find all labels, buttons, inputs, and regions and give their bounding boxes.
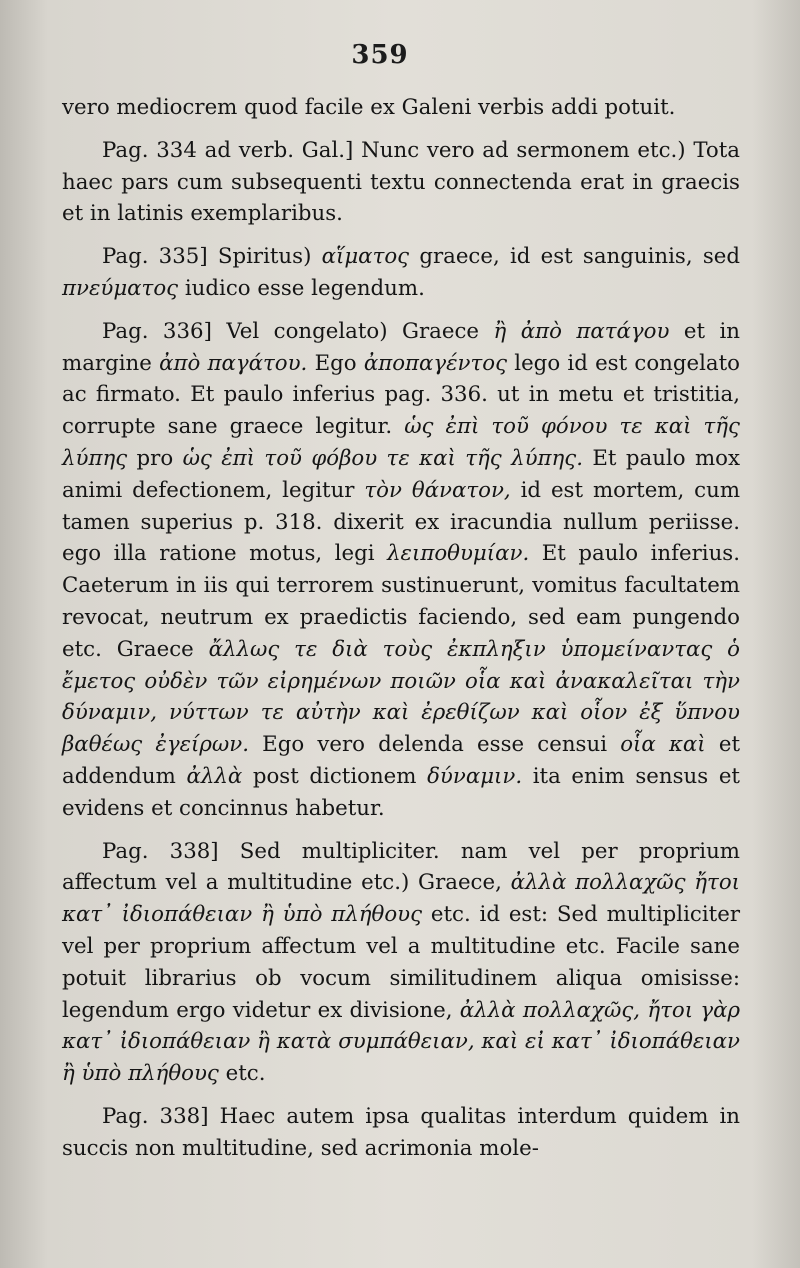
greek-text: πνεύματος xyxy=(62,275,179,301)
page-number: 359 xyxy=(351,40,409,70)
greek-text: οἷα καὶ xyxy=(620,732,706,758)
paragraph xyxy=(62,135,740,230)
greek-text: ἀλλὰ πολλαχῶς, ἤτοι γὰρ κατ᾽ ἰδιοπάθειαν ἢ κατὰ συμπάθειαν, καὶ εἰ κατ᾽ ἰδιοπάθειαν ἢ ὑπὸ πλήθους xyxy=(62,997,740,1087)
latin-text: post dictionem xyxy=(242,763,428,789)
latin-text: Pag. 338] Sed multipliciter. nam vel per proprium affectum vel a multitudine etc.) Graece, xyxy=(62,838,740,896)
paragraph xyxy=(62,92,740,124)
latin-text: Pag. 336] Vel congelato) Graece xyxy=(102,318,494,344)
paragraph xyxy=(62,316,740,825)
latin-text: lego id est congelato ac firmato. Et paulo inferius pag. 336. ut in metu et tristitia, corrupte sane graece legitur. xyxy=(62,350,740,440)
latin-text: Et paulo inferius. Caeterum in iis qui terrorem sustinuerunt, vomitus facultatem revocat, neutrum ex praedictis faciendo, sed eam pungendo etc. Graece xyxy=(62,541,740,662)
text-block xyxy=(62,92,740,1176)
latin-text: Pag. 334 ad verb. Gal.] Nunc vero ad sermonem etc.) Tota haec pars cum subsequenti textu connectenda erat in graecis et in latinis exemplaribus. xyxy=(62,137,740,227)
latin-text: etc. xyxy=(218,1061,266,1087)
latin-text: et in margine xyxy=(62,318,741,376)
paragraph xyxy=(62,241,740,305)
latin-text: ita enim sensus et evidens et concinnus habetur. xyxy=(62,763,740,821)
greek-text: ἀπὸ παγάτου. xyxy=(159,350,308,376)
latin-text: Pag. 338] Haec autem ipsa qualitas interdum quidem in succis non multitudine, sed acrimonia mole- xyxy=(62,1103,740,1161)
latin-text: Pag. 335] Spiritus) xyxy=(102,244,322,270)
greek-text: τὸν θάνατον, xyxy=(364,477,511,503)
latin-text: pro xyxy=(127,445,183,471)
latin-text: Ego vero delenda esse censui xyxy=(248,732,621,758)
latin-text: et addendum xyxy=(62,732,741,789)
greek-text: ἀλλὰ πολλαχῶς ἤτοι κατ᾽ ἰδιοπάθειαν ἢ ὑπὸ πλήθους xyxy=(62,870,741,928)
greek-text: δύναμιν. xyxy=(427,763,523,789)
latin-text: graece, id est sanguinis, sed xyxy=(409,244,740,270)
latin-text: vero mediocrem quod facile ex Galeni verbis addi potuit. xyxy=(62,95,676,120)
greek-text: ἢ ἀπὸ πατάγου xyxy=(493,318,670,344)
latin-text: iudico esse legendum. xyxy=(178,275,425,301)
paragraph xyxy=(62,1101,740,1165)
greek-text: ἀλλὰ xyxy=(186,763,243,789)
latin-text: etc. id est: Sed multipliciter vel per proprium affectum vel a multitudine etc. Facile sane potuit librarius ob vocum similitudinem aliqua omisisse: legendum ergo videtur ex divisione, xyxy=(62,902,741,1023)
greek-text: ὡς ἐπὶ τοῦ φόνου τε καὶ τῆς λύπης xyxy=(62,414,740,471)
latin-text: id est mortem, cum tamen superius p. 318. dixerit ex iracundia nullum periisse. ego illa ratione motus, legi xyxy=(62,477,741,567)
paragraph xyxy=(62,836,740,1090)
greek-text: ὡς ἐπὶ τοῦ φόβου τε καὶ τῆς λύπης. xyxy=(182,445,583,471)
greek-text: αἵματος xyxy=(321,244,410,270)
latin-text: Et paulo mox animi defectionem, legitur xyxy=(62,445,740,503)
greek-text: ἀποπαγέντος xyxy=(363,350,508,376)
latin-text: Ego xyxy=(307,350,364,376)
greek-text: ἄλλως τε διὰ τοὺς ἐκπληξιν ὑπομείναντας ὁ ἔμετος οὐδὲν τῶν εἰρημένων ποιῶν οἷα καὶ ἀνακαλεῖται τὴν δύναμιν, νύττων τε αὐτὴν καὶ ἐρεθίζων καὶ οἷον ἐξ ὕπνου βαθέως ἐγείρων. xyxy=(62,636,740,758)
greek-text: λειποθυμίαν. xyxy=(387,541,530,567)
